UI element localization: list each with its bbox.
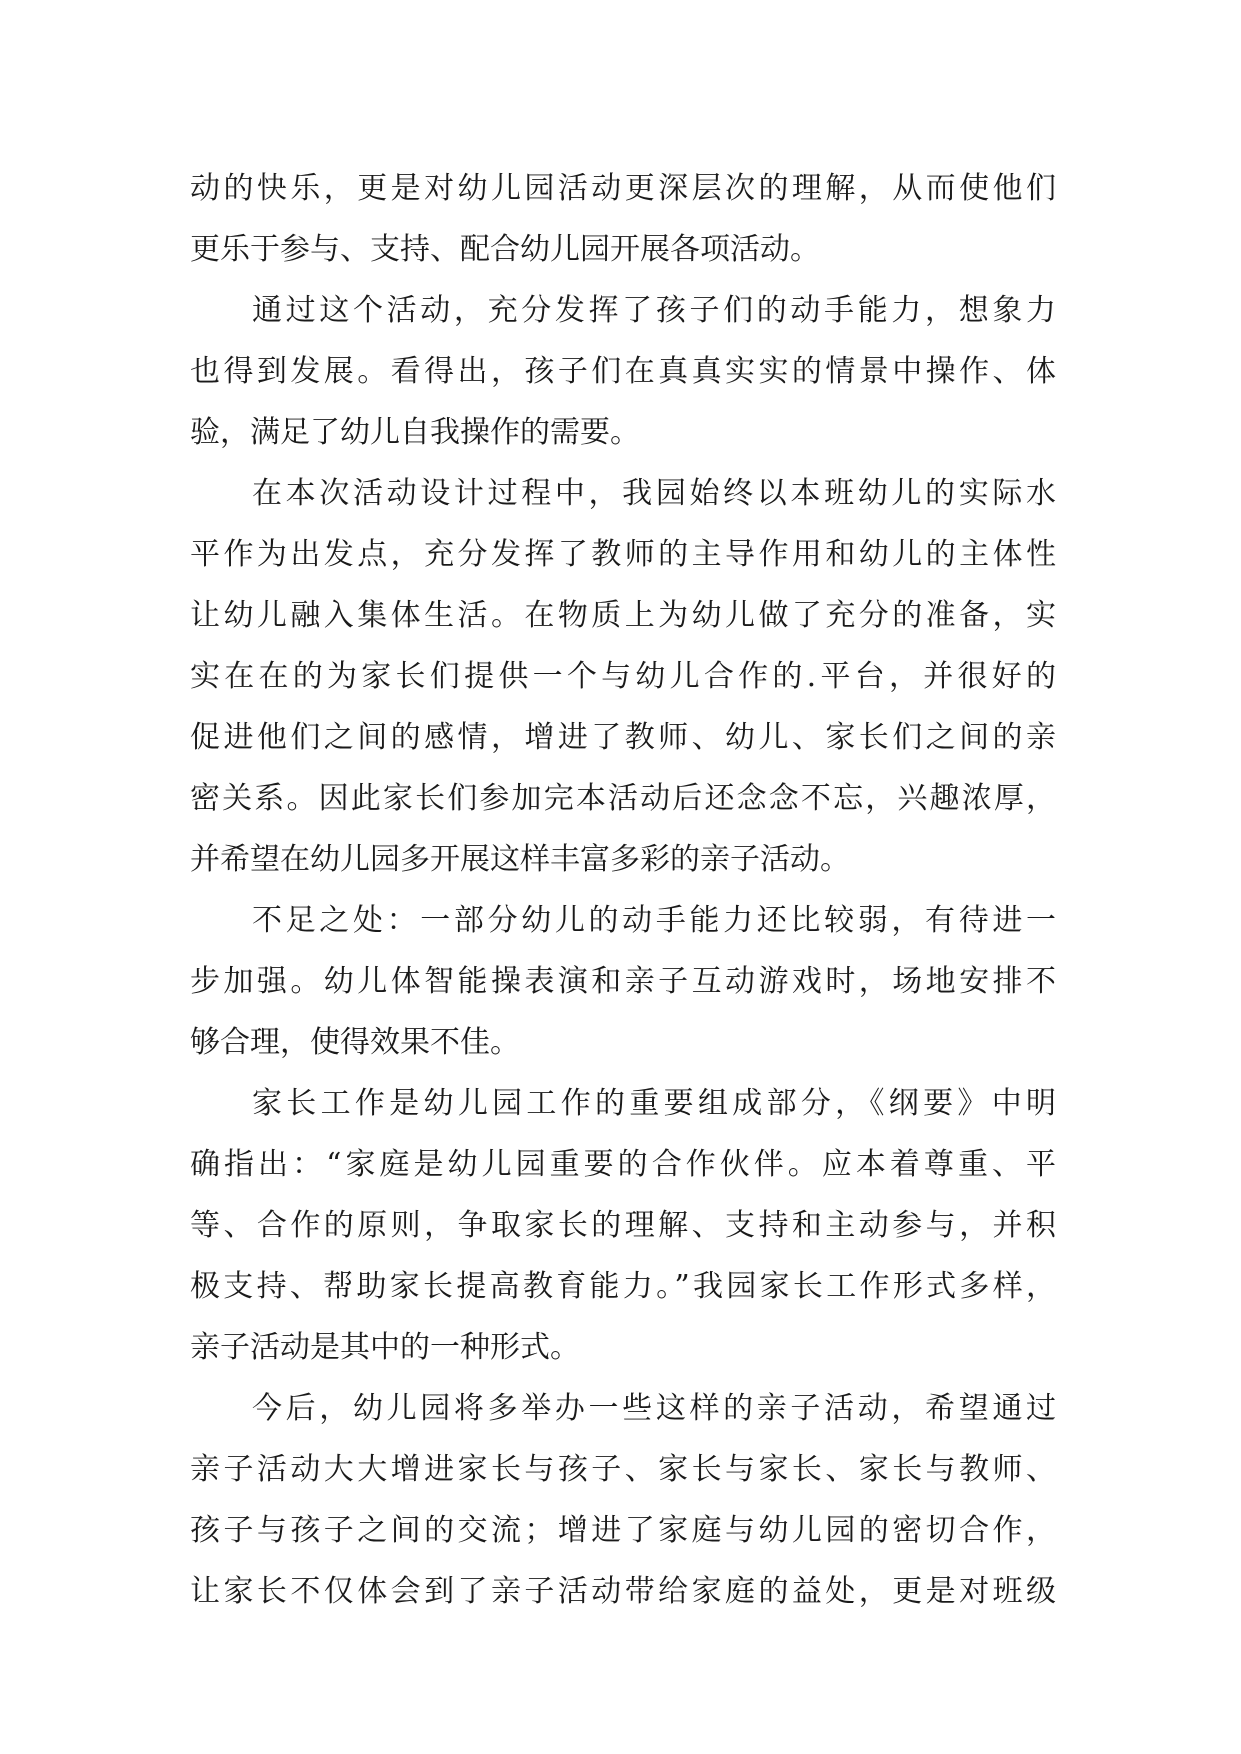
text-line: 促进他们之间的感情，增进了教师、幼儿、家长们之间的亲 xyxy=(190,720,1056,755)
text-line: 动的快乐，更是对幼儿园活动更深层次的理解，从而使他们 xyxy=(190,171,1056,206)
text-line: 让家长不仅体会到了亲子活动带给家庭的益处，更是对班级 xyxy=(190,1574,1056,1609)
text-line: 孩子与孩子之间的交流；增进了家庭与幼儿园的密切合作， xyxy=(190,1513,1056,1548)
text-line: 步加强。幼儿体智能操表演和亲子互动游戏时，场地安排不 xyxy=(190,964,1056,999)
text-line: 够合理，使得效果不佳。 xyxy=(190,1025,520,1060)
text-line: 更乐于参与、支持、配合幼儿园开展各项活动。 xyxy=(190,232,820,267)
text-line: 通过这个活动，充分发挥了孩子们的动手能力，想象力 xyxy=(252,293,1056,328)
document-body xyxy=(190,158,1056,1622)
text-line: 并希望在幼儿园多开展这样丰富多彩的亲子活动。 xyxy=(190,842,850,877)
text-line: 实在在的为家长们提供一个与幼儿合作的.平台，并很好的 xyxy=(190,659,1056,694)
text-line: 极支持、帮助家长提高教育能力。”我园家长工作形式多样， xyxy=(190,1269,1056,1304)
text-line: 确指出：“家庭是幼儿园重要的合作伙伴。应本着尊重、平 xyxy=(190,1147,1056,1182)
text-line: 密关系。因此家长们参加完本活动后还念念不忘，兴趣浓厚， xyxy=(190,781,1056,816)
text-line: 也得到发展。看得出，孩子们在真真实实的情景中操作、体 xyxy=(190,354,1056,389)
text-line: 让幼儿融入集体生活。在物质上为幼儿做了充分的准备，实 xyxy=(190,598,1056,633)
text-line: 亲子活动大大增进家长与孩子、家长与家长、家长与教师、 xyxy=(190,1452,1056,1487)
text-line: 等、合作的原则，争取家长的理解、支持和主动参与，并积 xyxy=(190,1208,1056,1243)
text-line: 在本次活动设计过程中，我园始终以本班幼儿的实际水 xyxy=(252,476,1056,511)
text-line: 今后，幼儿园将多举办一些这样的亲子活动，希望通过 xyxy=(252,1391,1056,1426)
text-line: 验，满足了幼儿自我操作的需要。 xyxy=(190,415,640,450)
text-line: 不足之处：一部分幼儿的动手能力还比较弱，有待进一 xyxy=(252,903,1056,938)
text-line: 亲子活动是其中的一种形式。 xyxy=(190,1330,580,1365)
text-line: 家长工作是幼儿园工作的重要组成部分，《纲要》中明 xyxy=(252,1086,1056,1121)
text-line: 平作为出发点，充分发挥了教师的主导作用和幼儿的主体性 xyxy=(190,537,1056,572)
